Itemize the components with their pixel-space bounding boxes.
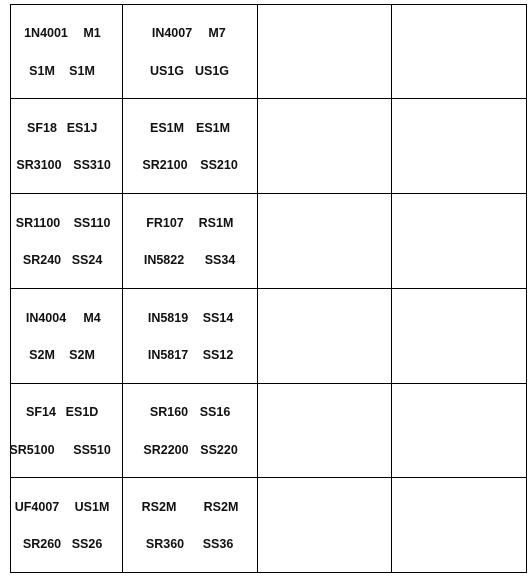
part-number: M7	[208, 26, 226, 40]
part-number: SR5100	[9, 443, 55, 457]
part-number: SS310	[73, 158, 111, 172]
row-divider	[10, 288, 527, 289]
part-number: IN5822	[143, 253, 185, 267]
part-number: FR107	[146, 216, 184, 230]
part-number: SS210	[200, 158, 238, 172]
part-number: 1N4001	[24, 26, 68, 40]
part-number: SF14	[26, 405, 56, 419]
part-number: SS12	[202, 348, 234, 362]
part-number: ES1M	[195, 121, 231, 135]
part-number: RS2M	[141, 500, 177, 514]
part-number: S2M	[69, 348, 95, 362]
part-number: SR2100	[142, 158, 188, 172]
part-number: SS110	[73, 216, 111, 230]
part-number: M1	[83, 26, 101, 40]
part-number: SR1100	[15, 216, 61, 230]
part-number: IN4007	[151, 26, 193, 40]
part-number: RS1M	[198, 216, 234, 230]
part-number: SS16	[199, 405, 231, 419]
part-number: IN5817	[147, 348, 189, 362]
part-number: SF18	[27, 121, 57, 135]
part-number: SS24	[71, 253, 103, 267]
part-number: US1M	[74, 500, 110, 514]
part-number: M4	[83, 311, 101, 325]
part-number: S1M	[29, 64, 55, 78]
part-number: SR260	[22, 537, 62, 551]
part-number: S2M	[29, 348, 55, 362]
part-number: SR2200	[143, 443, 189, 457]
part-number: ES1D	[65, 405, 99, 419]
part-number: IN4004	[25, 311, 67, 325]
part-number: ES1M	[149, 121, 185, 135]
column-divider	[391, 4, 392, 573]
part-number: ES1J	[66, 121, 98, 135]
column-divider	[122, 4, 123, 573]
table-border-right	[526, 4, 527, 573]
part-number: SS220	[200, 443, 238, 457]
part-number: SS36	[202, 537, 234, 551]
row-divider	[10, 477, 527, 478]
part-number: US1G	[149, 64, 185, 78]
part-number: US1G	[194, 64, 230, 78]
column-divider	[257, 4, 258, 573]
part-number: IN5819	[147, 311, 189, 325]
part-number: S1M	[69, 64, 95, 78]
part-number: SR3100	[16, 158, 62, 172]
row-divider	[10, 98, 527, 99]
part-number: SS510	[73, 443, 111, 457]
table-border-top	[10, 4, 527, 5]
row-divider	[10, 193, 527, 194]
part-number: SR360	[145, 537, 185, 551]
part-number: UF4007	[14, 500, 60, 514]
part-number: SS14	[202, 311, 234, 325]
row-divider	[10, 383, 527, 384]
part-number: SS26	[71, 537, 103, 551]
table-border-bottom	[10, 572, 527, 573]
part-number: SR240	[22, 253, 62, 267]
part-number: SS34	[204, 253, 236, 267]
part-number: RS2M	[203, 500, 239, 514]
part-number: SR160	[149, 405, 189, 419]
table-border-left	[10, 4, 11, 573]
